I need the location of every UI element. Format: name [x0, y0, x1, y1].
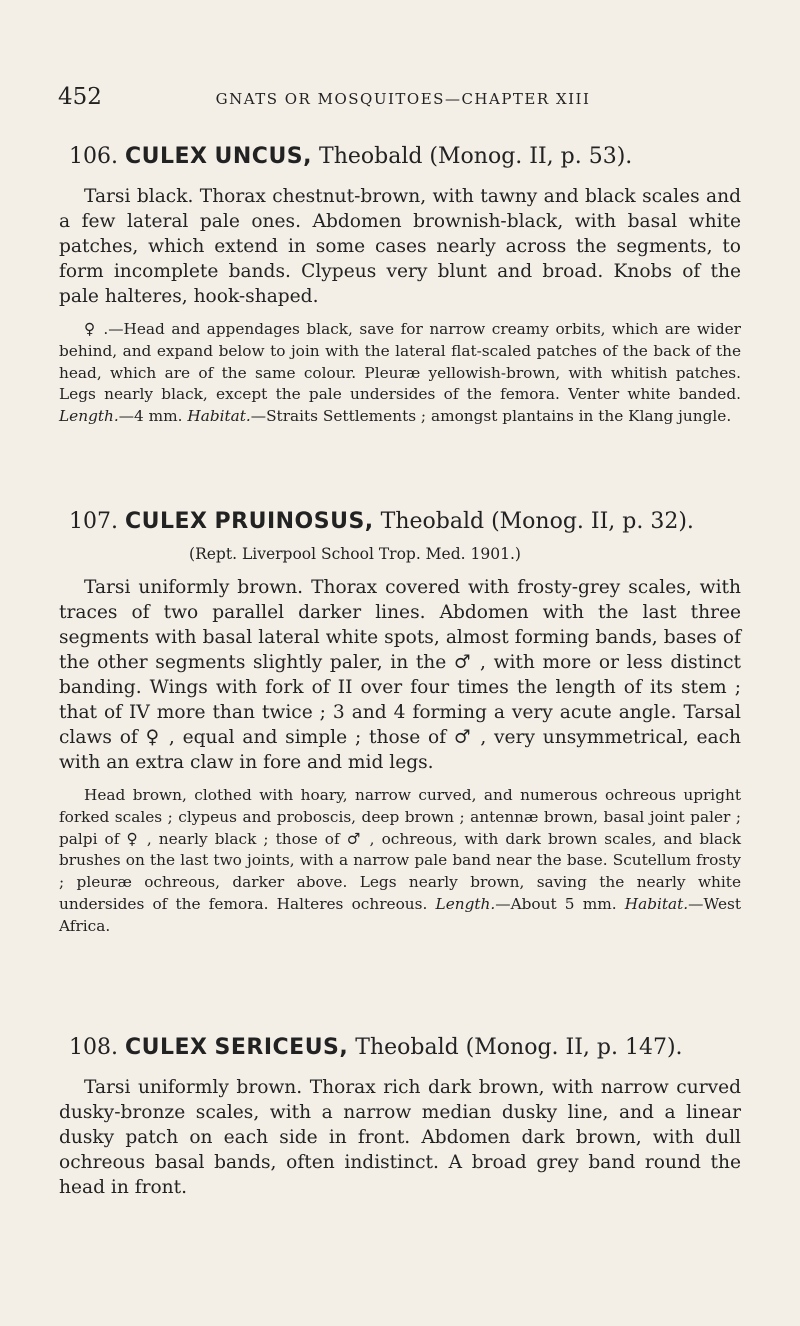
entry-genus: CULEX [124, 1035, 208, 1060]
detail-text: ♀ .—Head and appendages black, save for narrow creamy orbits, which are wider behind, and expand below to join with the lateral flat-scaled patches of the back of the head, which are of the same colour. Pleuræ yellowish-brown, with whitish patches. Legs nearly black, except the pale undersides of the femora. Venter white banded. [59, 320, 741, 404]
page-number: 452 [58, 84, 102, 110]
entry-title [59, 507, 741, 537]
entry-106 [59, 142, 741, 428]
entry-number: 108. [69, 1035, 118, 1060]
entry-citation: Theobald (Monog. II, p. 32). [380, 509, 694, 534]
detail-text: Head brown, clothed with hoary, narrow curved, and numerous ochreous upright forked scales ; clypeus and proboscis, deep brown ; antennæ brown, basal joint paler ; palpi of ♀ , nearly black ; those of ♂ , ochreous, with dark brown scales, and black brushes on the last two joints, with a narrow pale band near the base. Scutellum frosty ; pleuræ ochreous, darker above. Legs nearly brown, saving the nearly white undersides of the femora. Halteres ochreous. [59, 786, 741, 913]
page-header [58, 84, 740, 118]
entry-species: SERICEUS, [214, 1035, 349, 1060]
entry-genus: CULEX [124, 144, 208, 169]
entry-citation: Theobald (Monog. II, p. 53). [319, 144, 633, 169]
entry-description: Tarsi uniformly brown. Thorax covered with frosty-grey scales, with traces of two parallel darker lines. Abdomen with the last three segments with basal lateral white spots, almost forming bands, bases of the other segments slightly paler, in the ♂ , with more or less distinct banding. Wings with fork of II over four times the length of its stem ; that of IV more than twice ; 3 and 4 forming a very acute angle. Tarsal claws of ♀ , equal and simple ; those of ♂ , very unsymmetrical, each with an extra claw in fore and mid legs. [59, 577, 741, 773]
entry-title [59, 1033, 741, 1063]
running-title: GNATS OR MOSQUITOES—CHAPTER XIII [215, 90, 591, 108]
length-label: Length. [59, 407, 119, 426]
habitat-label: Habitat. [624, 894, 689, 913]
entry-genus: CULEX [124, 509, 208, 534]
entry-note: (Rept. Liverpool School Trop. Med. 1901.) [189, 545, 521, 563]
length-label: Length. [435, 894, 496, 913]
habitat-value: —Straits Settlements ; amongst plantains in the Klang jungle. [250, 407, 732, 426]
habitat-label: Habitat. [187, 407, 251, 426]
entry-number: 106. [69, 144, 118, 169]
entry-description: Tarsi uniformly brown. Thorax rich dark brown, with narrow curved dusky-bronze scales, with a narrow median dusky line, and a linear dusky patch on each side in front. Abdomen dark brown, with dull ochreous basal bands, often indistinct. A broad grey band round the head in front. [59, 1077, 741, 1198]
entry-description: Tarsi black. Thorax chestnut-brown, with tawny and black scales and a few lateral pale ones. Abdomen brownish-black, with basal white patches, which extend in some cases nearly across the segments, to form incomplete bands. Clypeus very blunt and broad. Knobs of the pale halteres, hook-shaped. [59, 186, 741, 307]
entry-species: PRUINOSUS, [214, 509, 374, 534]
entry-species: UNCUS, [214, 144, 313, 169]
habitat-value: —West Africa. [59, 894, 741, 935]
entry-citation: Theobald (Monog. II, p. 147). [355, 1035, 683, 1060]
length-value: —4 mm. [118, 407, 183, 426]
length-value: —About 5 mm. [495, 894, 617, 913]
entry-107 [59, 507, 741, 938]
entry-108 [59, 1033, 741, 1200]
entry-detail [59, 319, 741, 428]
entry-detail [59, 785, 741, 938]
entry-number: 107. [69, 509, 118, 534]
entry-title [59, 142, 741, 172]
